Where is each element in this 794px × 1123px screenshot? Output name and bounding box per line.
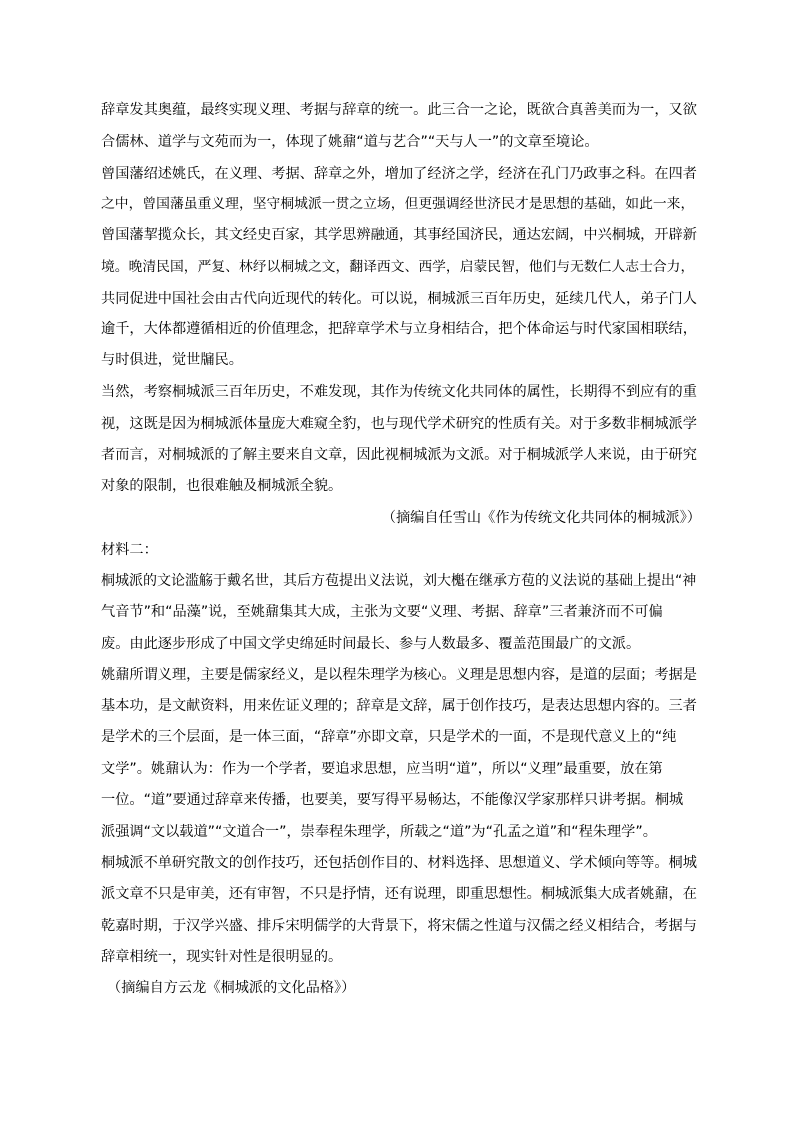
text-line: 对象的限制，也很难触及桐城派全貌。 xyxy=(101,478,343,494)
text-line: 逾千，大体都遵循相近的价值理念，把辞章学术与立身相结合，把个体命运与时代家国相联结， xyxy=(101,321,697,337)
text-line: 文学”。姚鼐认为：作为一个学者，要追求思想，应当明“道”，所以“义理”最重要，放在第 xyxy=(101,761,663,777)
text-line: 废。由此逐步形成了中国文学史绵延时间最长、参与人数最多、覆盖范围最广的文派。 xyxy=(101,636,641,652)
text-line: 桐城派不单研究散文的创作技巧，还包括创作目的、材料选择、思想道义、学术倾向等等。桐城 xyxy=(101,855,697,871)
text-line: 之中，曾国藩虽重义理，坚守桐城派一贯之立场，但更强调经世济民才是思想的基础，如此一来， xyxy=(101,196,695,212)
section-heading: 材料二： xyxy=(101,542,158,558)
text-line: 视，这既是因为桐城派体量庞大难窥全豹，也与现代学术研究的性质有关。对于多数非桐城派学 xyxy=(101,416,697,432)
text-line: 曾国藩绍述姚氏，在义理、考据、辞章之外，增加了经济之学，经济在孔门乃政事之科。在四者 xyxy=(101,166,697,182)
text-line: 境。晚清民国，严复、林纾以桐城之文，翻译西文、西学，启蒙民智，他们与无数仁人志士合力， xyxy=(101,259,695,275)
text-line: 曾国藩挈揽众长，其文经史百家，其学思辨融通，其事经国济民，通达宏阔，中兴桐城，开辟新 xyxy=(101,227,697,243)
text-line: 者而言，对桐城派的了解主要来自文章，因此视桐城派为文派。对于桐城派学人来说，由于研究 xyxy=(101,447,697,463)
citation-source: （摘编自方云龙《桐城派的文化品格》） xyxy=(107,980,356,996)
text-line: 气音节”和“品藻”说，至姚鼐集其大成，主张为文要“义理、考据、辞章”三者兼济而不可偏 xyxy=(101,604,663,620)
text-line: 当然，考察桐城派三百年历史，不难发现，其作为传统文化共同体的属性，长期得不到应有的重 xyxy=(101,384,697,400)
text-line: 姚鼐所谓义理，主要是儒家经义，是以程朱理学为核心。义理是思想内容，是道的层面；考据是 xyxy=(101,667,697,683)
text-line: 乾嘉时期，于汉学兴盛、排斥宋明儒学的大背景下，将宋儒之性道与汉儒之经义相结合，考据与 xyxy=(101,918,697,934)
text-line: 桐城派的文论滥觞于戴名世，其后方苞提出义法说，刘大櫆在继承方苞的义法说的基础上提出“神 xyxy=(101,573,697,589)
text-line: 与时俱进，觉世牖民。 xyxy=(101,352,243,368)
text-line: 一位。“道”要通过辞章来传播，也要美，要写得平易畅达，不能像汉学家那样只讲考据。桐城 xyxy=(101,792,684,808)
text-line: 是学术的三个层面，是一体三面，“辞章”亦即文章，只是学术的一面，不是现代意义上的“纯 xyxy=(101,729,677,745)
text-line: 共同促进中国社会由古代向近现代的转化。可以说，桐城派三百年历史，延续几代人，弟子门人 xyxy=(101,291,697,307)
text-line: 基本功，是文献资料，用来佐证义理的；辞章是文辞，属于创作技巧，是表达思想内容的。三者 xyxy=(101,698,697,714)
text-line: 辞章相统一，现实针对性是很明显的。 xyxy=(101,949,343,965)
citation-source: （摘编自任雪山《作为传统文化共同体的桐城派》） xyxy=(381,510,701,526)
text-line: 派强调“文以载道”“文道合一”，崇奉程朱理学，所载之“道”为“孔孟之道”和“程朱理学”。 xyxy=(101,824,657,840)
text-line: 辞章发其奥蕴，最终实现义理、考据与辞章的统一。此三合一之论，既欲合真善美而为一，又欲 xyxy=(101,102,697,118)
text-line: 合儒林、道学与文苑而为一，体现了姚鼐“道与艺合”“天与人一”的文章至境论。 xyxy=(101,134,599,150)
text-line: 派文章不只是审美，还有审智，不只是抒情，还有说理，即重思想性。桐城派集大成者姚鼐，在 xyxy=(101,886,697,902)
